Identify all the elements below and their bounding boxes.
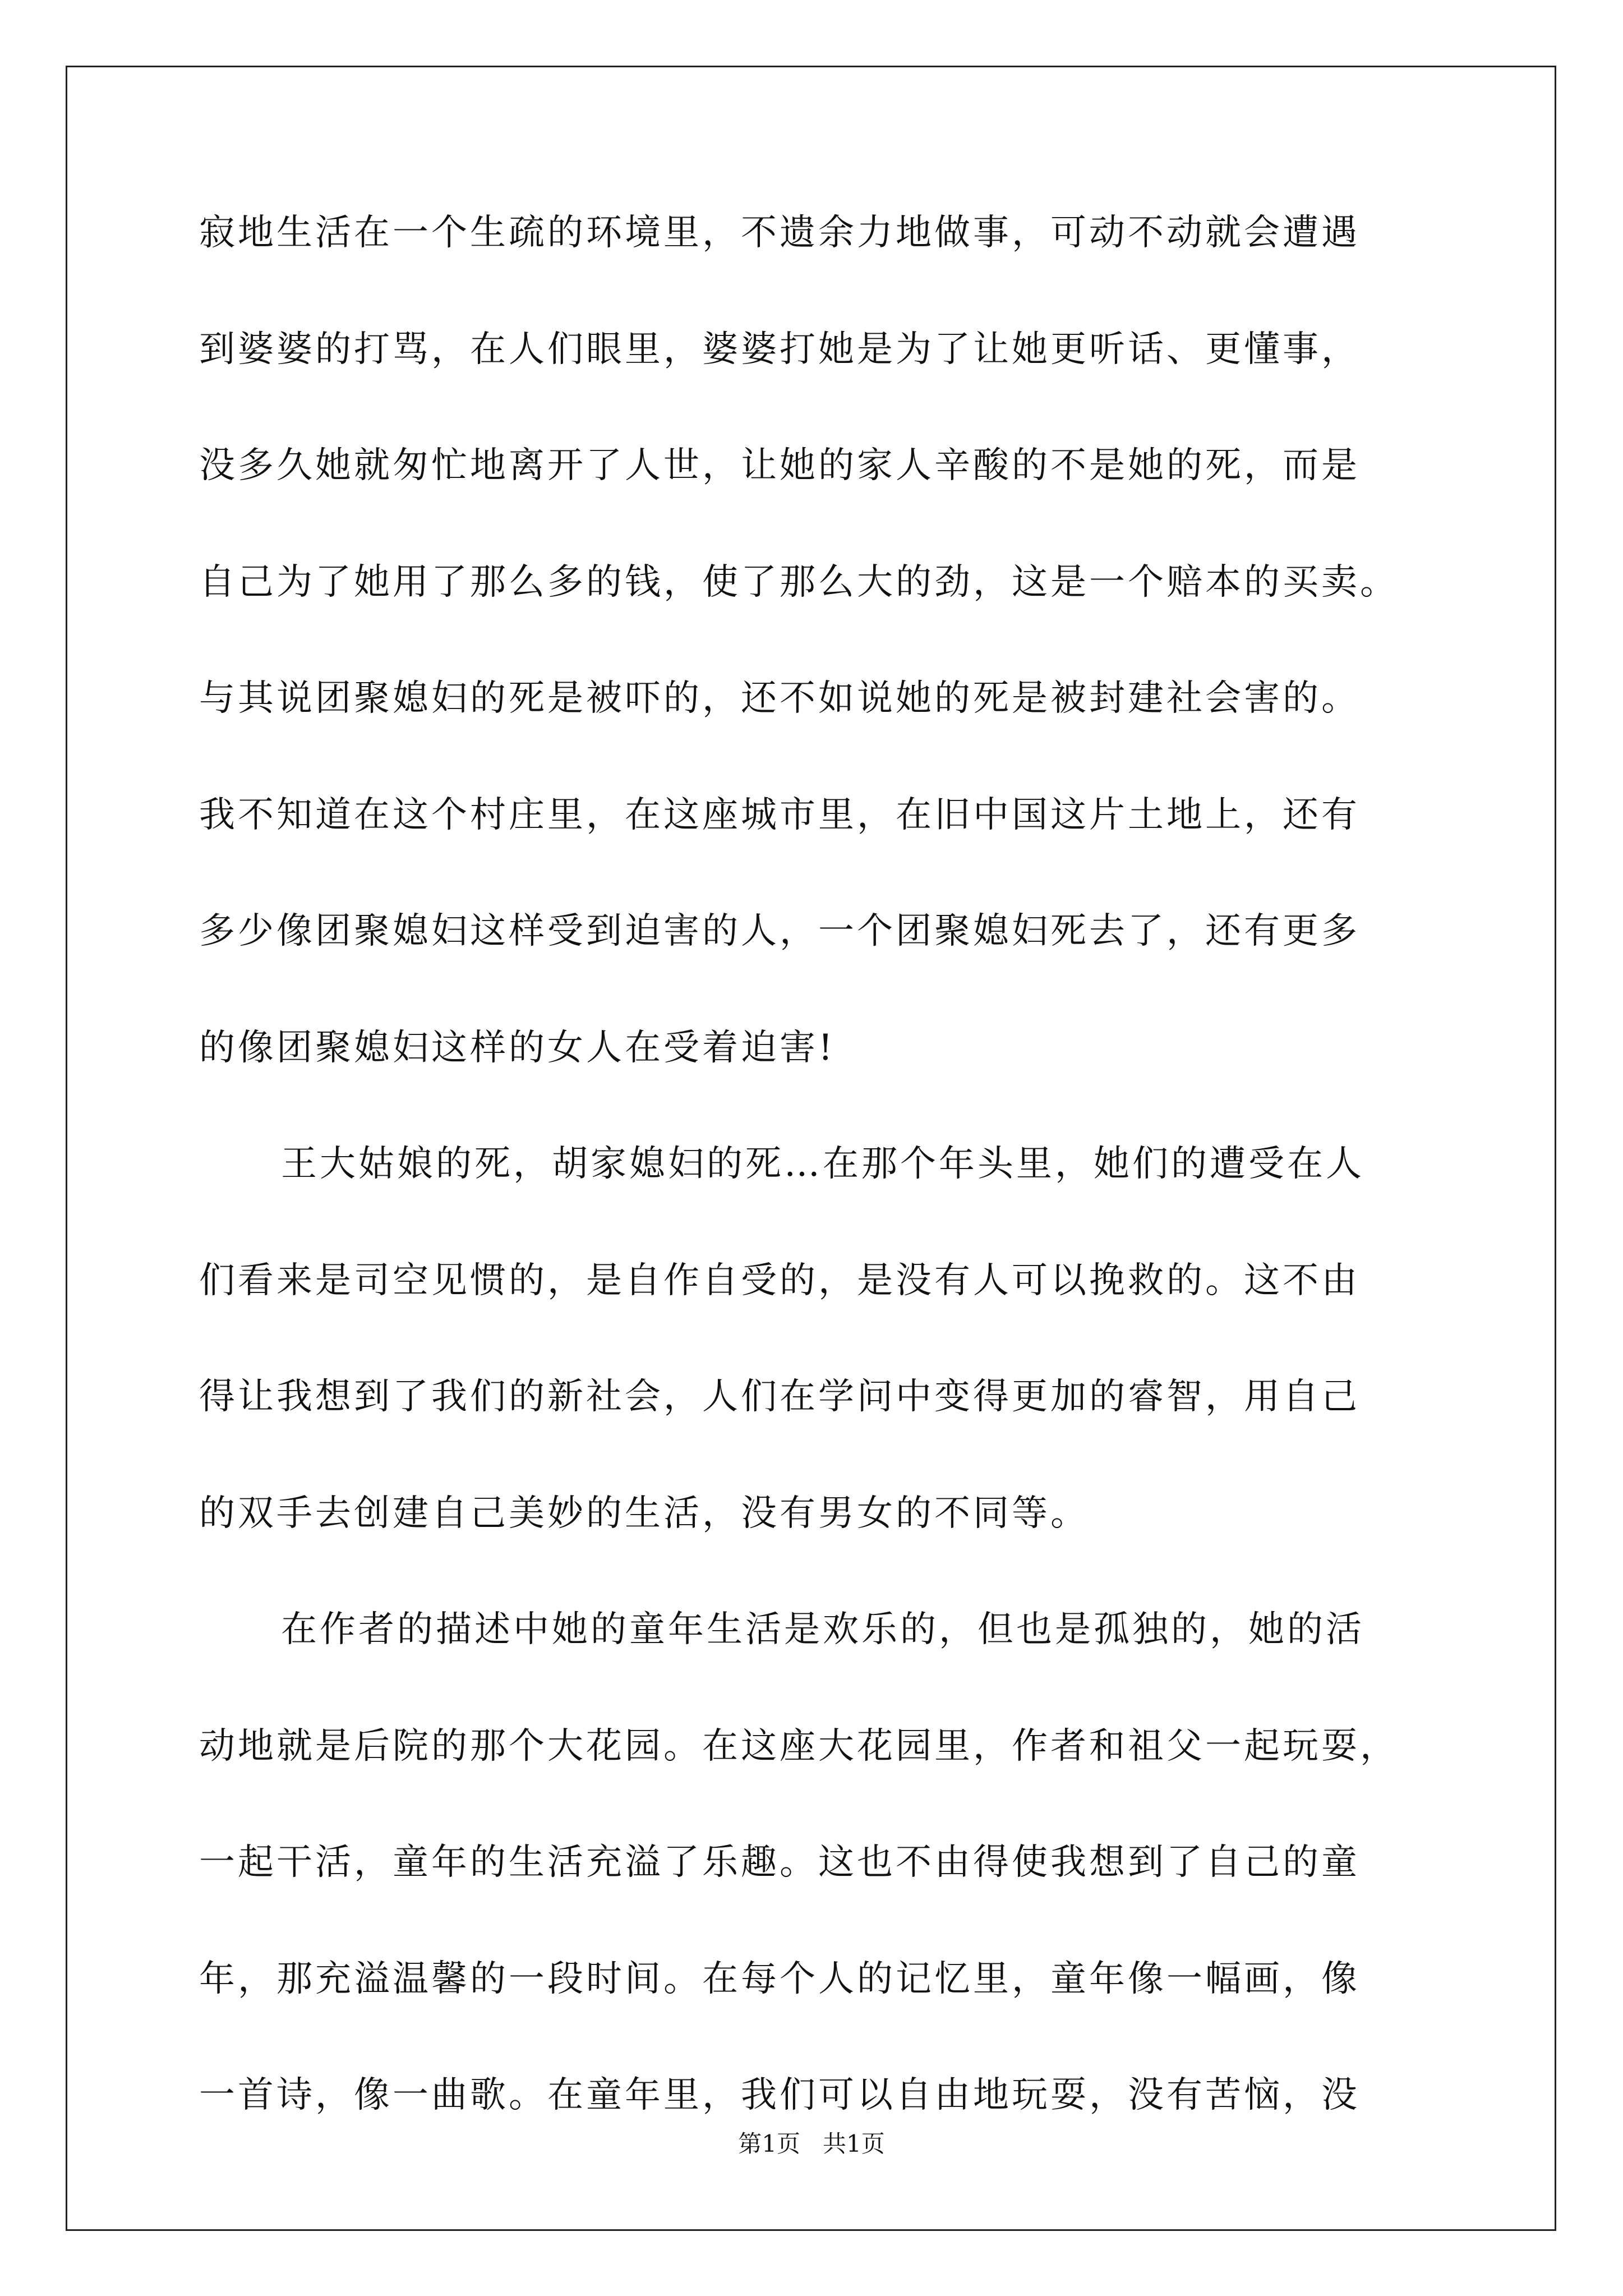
text-line: 们看来是司空见惯的，是自作自受的，是没有人可以挽救的。这不由 <box>199 1259 1360 1301</box>
text-line: 自己为了她用了那么多的钱，使了那么大的劲，这是一个赔本的买卖。 <box>199 561 1399 603</box>
paragraph-first-line: 王大姑娘的死，胡家媳妇的死…在那个年头里，她们的遭受在人 <box>281 1143 1364 1185</box>
text-line: 没多久她就匆忙地离开了人世，让她的家人辛酸的不是她的死，而是 <box>199 445 1360 486</box>
document-body <box>199 213 1427 2192</box>
text-line: 的双手去创建自己美妙的生活，没有男女的不同等。 <box>199 1492 1089 1534</box>
text-line: 得让我想到了我们的新社会，人们在学问中变得更加的睿智，用自己 <box>199 1376 1360 1418</box>
text-line: 一首诗，像一曲歌。在童年里，我们可以自由地玩耍，没有苦恼，没 <box>199 2074 1360 2116</box>
text-line: 寂地生活在一个生疏的环境里，不遗余力地做事，可动不动就会遭遇 <box>199 212 1360 254</box>
text-line: 动地就是后院的那个大花园。在这座大花园里，作者和祖父一起玩耍， <box>199 1725 1399 1767</box>
text-line: 的像团聚媳妇这样的女人在受着迫害! <box>199 1027 836 1069</box>
paragraph-first-line: 在作者的描述中她的童年生活是欢乐的，但也是孤独的，她的活 <box>281 1609 1364 1650</box>
text-line: 到婆婆的打骂，在人们眼里，婆婆打她是为了让她更听话、更懂事， <box>199 328 1360 370</box>
text-line: 年，那充溢温馨的一段时间。在每个人的记忆里，童年像一幅画，像 <box>199 1958 1360 2000</box>
text-line: 多少像团聚媳妇这样受到迫害的人，一个团聚媳妇死去了，还有更多 <box>199 910 1360 952</box>
text-line: 与其说团聚媳妇的死是被吓的，还不如说她的死是被封建社会害的。 <box>199 678 1360 719</box>
page-number-footer: 第1页 共1页 <box>738 2130 885 2157</box>
text-line: 我不知道在这个村庄里，在这座城市里，在旧中国这片土地上，还有 <box>199 794 1360 836</box>
text-line: 一起干活，童年的生活充溢了乐趣。这也不由得使我想到了自己的童 <box>199 1842 1360 1883</box>
